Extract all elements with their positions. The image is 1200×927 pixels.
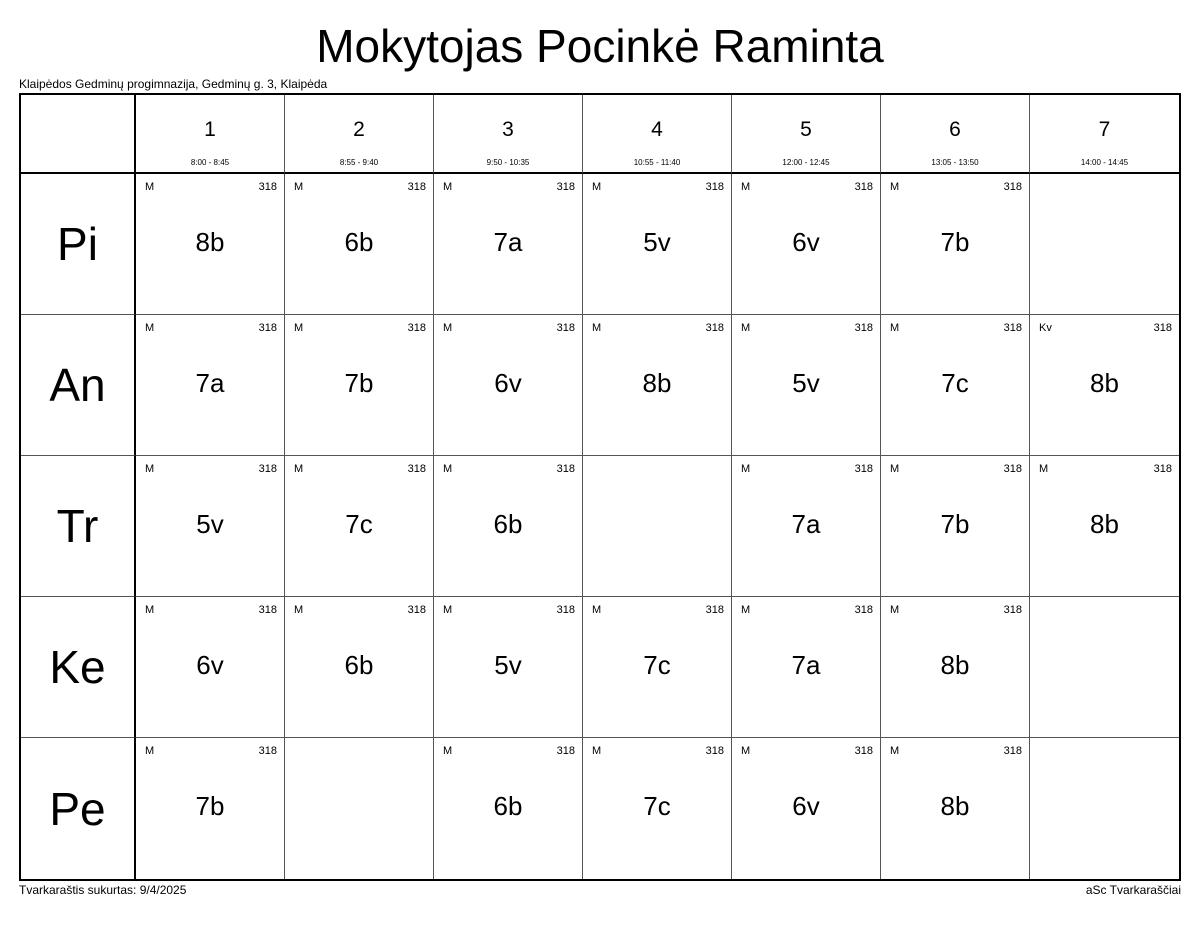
lesson-room: 318 (1153, 322, 1172, 334)
lesson-cell (285, 597, 434, 738)
lesson-class: 7a (791, 650, 821, 680)
lesson-subject: M (294, 463, 304, 475)
lesson-subject: M (592, 181, 602, 193)
lesson-cell (881, 456, 1030, 597)
lesson-subject: M (443, 604, 453, 616)
lesson-cell (732, 315, 881, 456)
lesson-subject: M (294, 322, 304, 334)
period-header (136, 95, 285, 174)
day-header (21, 315, 136, 456)
lesson-cell (136, 597, 285, 738)
lesson-cell (1030, 315, 1179, 456)
created-date: Tvarkaraštis sukurtas: 9/4/2025 (19, 883, 187, 897)
lesson-cell (136, 174, 285, 315)
lesson-class: 7b (195, 791, 225, 821)
lesson-cell (285, 174, 434, 315)
lesson-cell (732, 597, 881, 738)
lesson-room: 318 (854, 181, 873, 193)
lesson-subject: M (741, 604, 751, 616)
lesson-room: 318 (556, 322, 575, 334)
lesson-room: 318 (1003, 463, 1022, 475)
lesson-cell (732, 738, 881, 879)
period-number: 2 (353, 118, 365, 141)
lesson-room: 318 (556, 463, 575, 475)
lesson-subject: M (294, 604, 304, 616)
lesson-subject: M (443, 181, 453, 193)
lesson-subject: M (443, 463, 453, 475)
lesson-subject: M (145, 322, 155, 334)
period-time: 13:05 - 13:50 (931, 158, 979, 167)
day-header (21, 456, 136, 597)
lesson-subject: M (294, 181, 304, 193)
period-time: 12:00 - 12:45 (782, 158, 830, 167)
empty-cell (285, 738, 434, 879)
lesson-room: 318 (1003, 181, 1022, 193)
lesson-cell (732, 174, 881, 315)
corner-cell (21, 95, 136, 174)
lesson-cell (434, 597, 583, 738)
lesson-room: 318 (258, 181, 277, 193)
lesson-room: 318 (407, 604, 426, 616)
lesson-cell (583, 315, 732, 456)
lesson-subject: Kv (1039, 322, 1052, 334)
empty-cell (583, 456, 732, 597)
lesson-class: 7c (941, 368, 969, 398)
lesson-subject: M (741, 463, 751, 475)
lesson-room: 318 (1153, 463, 1172, 475)
lesson-class: 8b (195, 227, 225, 257)
empty-cell (1030, 174, 1179, 315)
period-time: 14:00 - 14:45 (1080, 158, 1129, 167)
lesson-cell (881, 738, 1030, 879)
day-label: An (49, 359, 106, 411)
lesson-room: 318 (556, 181, 575, 193)
lesson-subject: M (890, 181, 900, 193)
lesson-cell (583, 738, 732, 879)
period-number: 1 (204, 118, 216, 141)
lesson-subject: M (890, 604, 900, 616)
lesson-class: 6b (344, 227, 374, 257)
lesson-room: 318 (854, 463, 873, 475)
lesson-room: 318 (705, 745, 724, 757)
lesson-class: 5v (792, 368, 820, 398)
lesson-class: 6b (493, 791, 523, 821)
lesson-class: 7c (345, 509, 373, 539)
period-header (583, 95, 732, 174)
page-title: Mokytojas Pocinkė Raminta (316, 20, 884, 72)
lesson-room: 318 (1003, 322, 1022, 334)
lesson-room: 318 (854, 745, 873, 757)
lesson-room: 318 (407, 322, 426, 334)
empty-cell (1030, 738, 1179, 879)
lesson-cell (583, 597, 732, 738)
lesson-class: 7c (643, 650, 671, 680)
day-label: Pi (57, 218, 98, 270)
lesson-subject: M (741, 745, 751, 757)
period-header (732, 95, 881, 174)
lesson-class: 6v (792, 791, 820, 821)
lesson-subject: M (1039, 463, 1049, 475)
period-number: 6 (949, 118, 961, 141)
lesson-subject: M (145, 604, 155, 616)
period-header (285, 95, 434, 174)
lesson-subject: M (890, 745, 900, 757)
day-header (21, 597, 136, 738)
lesson-class: 8b (1090, 368, 1119, 398)
lesson-room: 318 (705, 604, 724, 616)
lesson-cell (881, 174, 1030, 315)
lesson-subject: M (145, 181, 155, 193)
brand-label: aSc Tvarkaraščiai (1085, 883, 1181, 897)
day-header (21, 738, 136, 879)
lesson-cell (434, 174, 583, 315)
lesson-class: 5v (196, 509, 224, 539)
lesson-class: 5v (494, 650, 522, 680)
lesson-subject: M (741, 181, 751, 193)
lesson-room: 318 (258, 463, 277, 475)
lesson-room: 318 (258, 604, 277, 616)
lesson-class: 7b (940, 227, 970, 257)
period-header (434, 95, 583, 174)
lesson-room: 318 (556, 745, 575, 757)
lesson-subject: M (592, 322, 602, 334)
lesson-cell (136, 315, 285, 456)
day-label: Tr (56, 500, 99, 552)
lesson-subject: M (741, 322, 751, 334)
lesson-room: 318 (1003, 604, 1022, 616)
lesson-room: 318 (1003, 745, 1022, 757)
period-time: 9:50 - 10:35 (486, 158, 530, 167)
lesson-subject: M (592, 745, 602, 757)
lesson-subject: M (890, 322, 900, 334)
lesson-cell (434, 738, 583, 879)
lesson-class: 8b (940, 650, 970, 680)
lesson-cell (434, 456, 583, 597)
lesson-class: 7b (940, 509, 970, 539)
period-number: 3 (502, 118, 514, 141)
period-header (881, 95, 1030, 174)
lesson-subject: M (145, 463, 155, 475)
lesson-cell (136, 738, 285, 879)
lesson-cell (583, 174, 732, 315)
lesson-class: 5v (643, 227, 671, 257)
lesson-subject: M (443, 745, 453, 757)
lesson-class: 7b (344, 368, 374, 398)
period-number: 7 (1098, 118, 1111, 141)
period-time: 10:55 - 11:40 (633, 158, 681, 167)
empty-cell (1030, 597, 1179, 738)
period-number: 4 (651, 118, 663, 141)
period-header (1030, 95, 1179, 174)
lesson-class: 8b (940, 791, 970, 821)
lesson-room: 318 (705, 322, 724, 334)
lesson-cell (881, 597, 1030, 738)
period-number: 5 (800, 118, 812, 141)
lesson-class: 6v (494, 368, 522, 398)
lesson-room: 318 (258, 322, 277, 334)
timetable-grid (19, 93, 1181, 881)
lesson-cell (732, 456, 881, 597)
lesson-subject: M (145, 745, 155, 757)
period-time: 8:00 - 8:45 (190, 158, 230, 167)
lesson-cell (1030, 456, 1179, 597)
lesson-class: 6b (344, 650, 374, 680)
lesson-cell (881, 315, 1030, 456)
lesson-cell (285, 315, 434, 456)
lesson-class: 6v (196, 650, 224, 680)
lesson-subject: M (443, 322, 453, 334)
lesson-cell (136, 456, 285, 597)
lesson-class: 7c (643, 791, 671, 821)
school-address: Klaipėdos Gedminų progimnazija, Gedminų g. 3, Klaipėda (19, 77, 328, 91)
lesson-class: 6b (493, 509, 523, 539)
lesson-subject: M (890, 463, 900, 475)
lesson-room: 318 (556, 604, 575, 616)
lesson-class: 8b (1090, 509, 1119, 539)
lesson-class: 6v (792, 227, 820, 257)
day-label: Ke (49, 641, 106, 693)
lesson-room: 318 (258, 745, 277, 757)
lesson-room: 318 (407, 463, 426, 475)
lesson-cell (434, 315, 583, 456)
period-time: 8:55 - 9:40 (339, 158, 379, 167)
lesson-class: 7a (493, 227, 523, 257)
lesson-room: 318 (407, 181, 426, 193)
day-label: Pe (49, 782, 106, 835)
lesson-room: 318 (705, 181, 724, 193)
lesson-room: 318 (854, 604, 873, 616)
lesson-class: 8b (642, 368, 672, 398)
lesson-subject: M (592, 604, 602, 616)
lesson-class: 7a (791, 509, 821, 539)
lesson-cell (285, 456, 434, 597)
lesson-room: 318 (854, 322, 873, 334)
lesson-class: 7a (195, 368, 225, 398)
day-header (21, 174, 136, 315)
